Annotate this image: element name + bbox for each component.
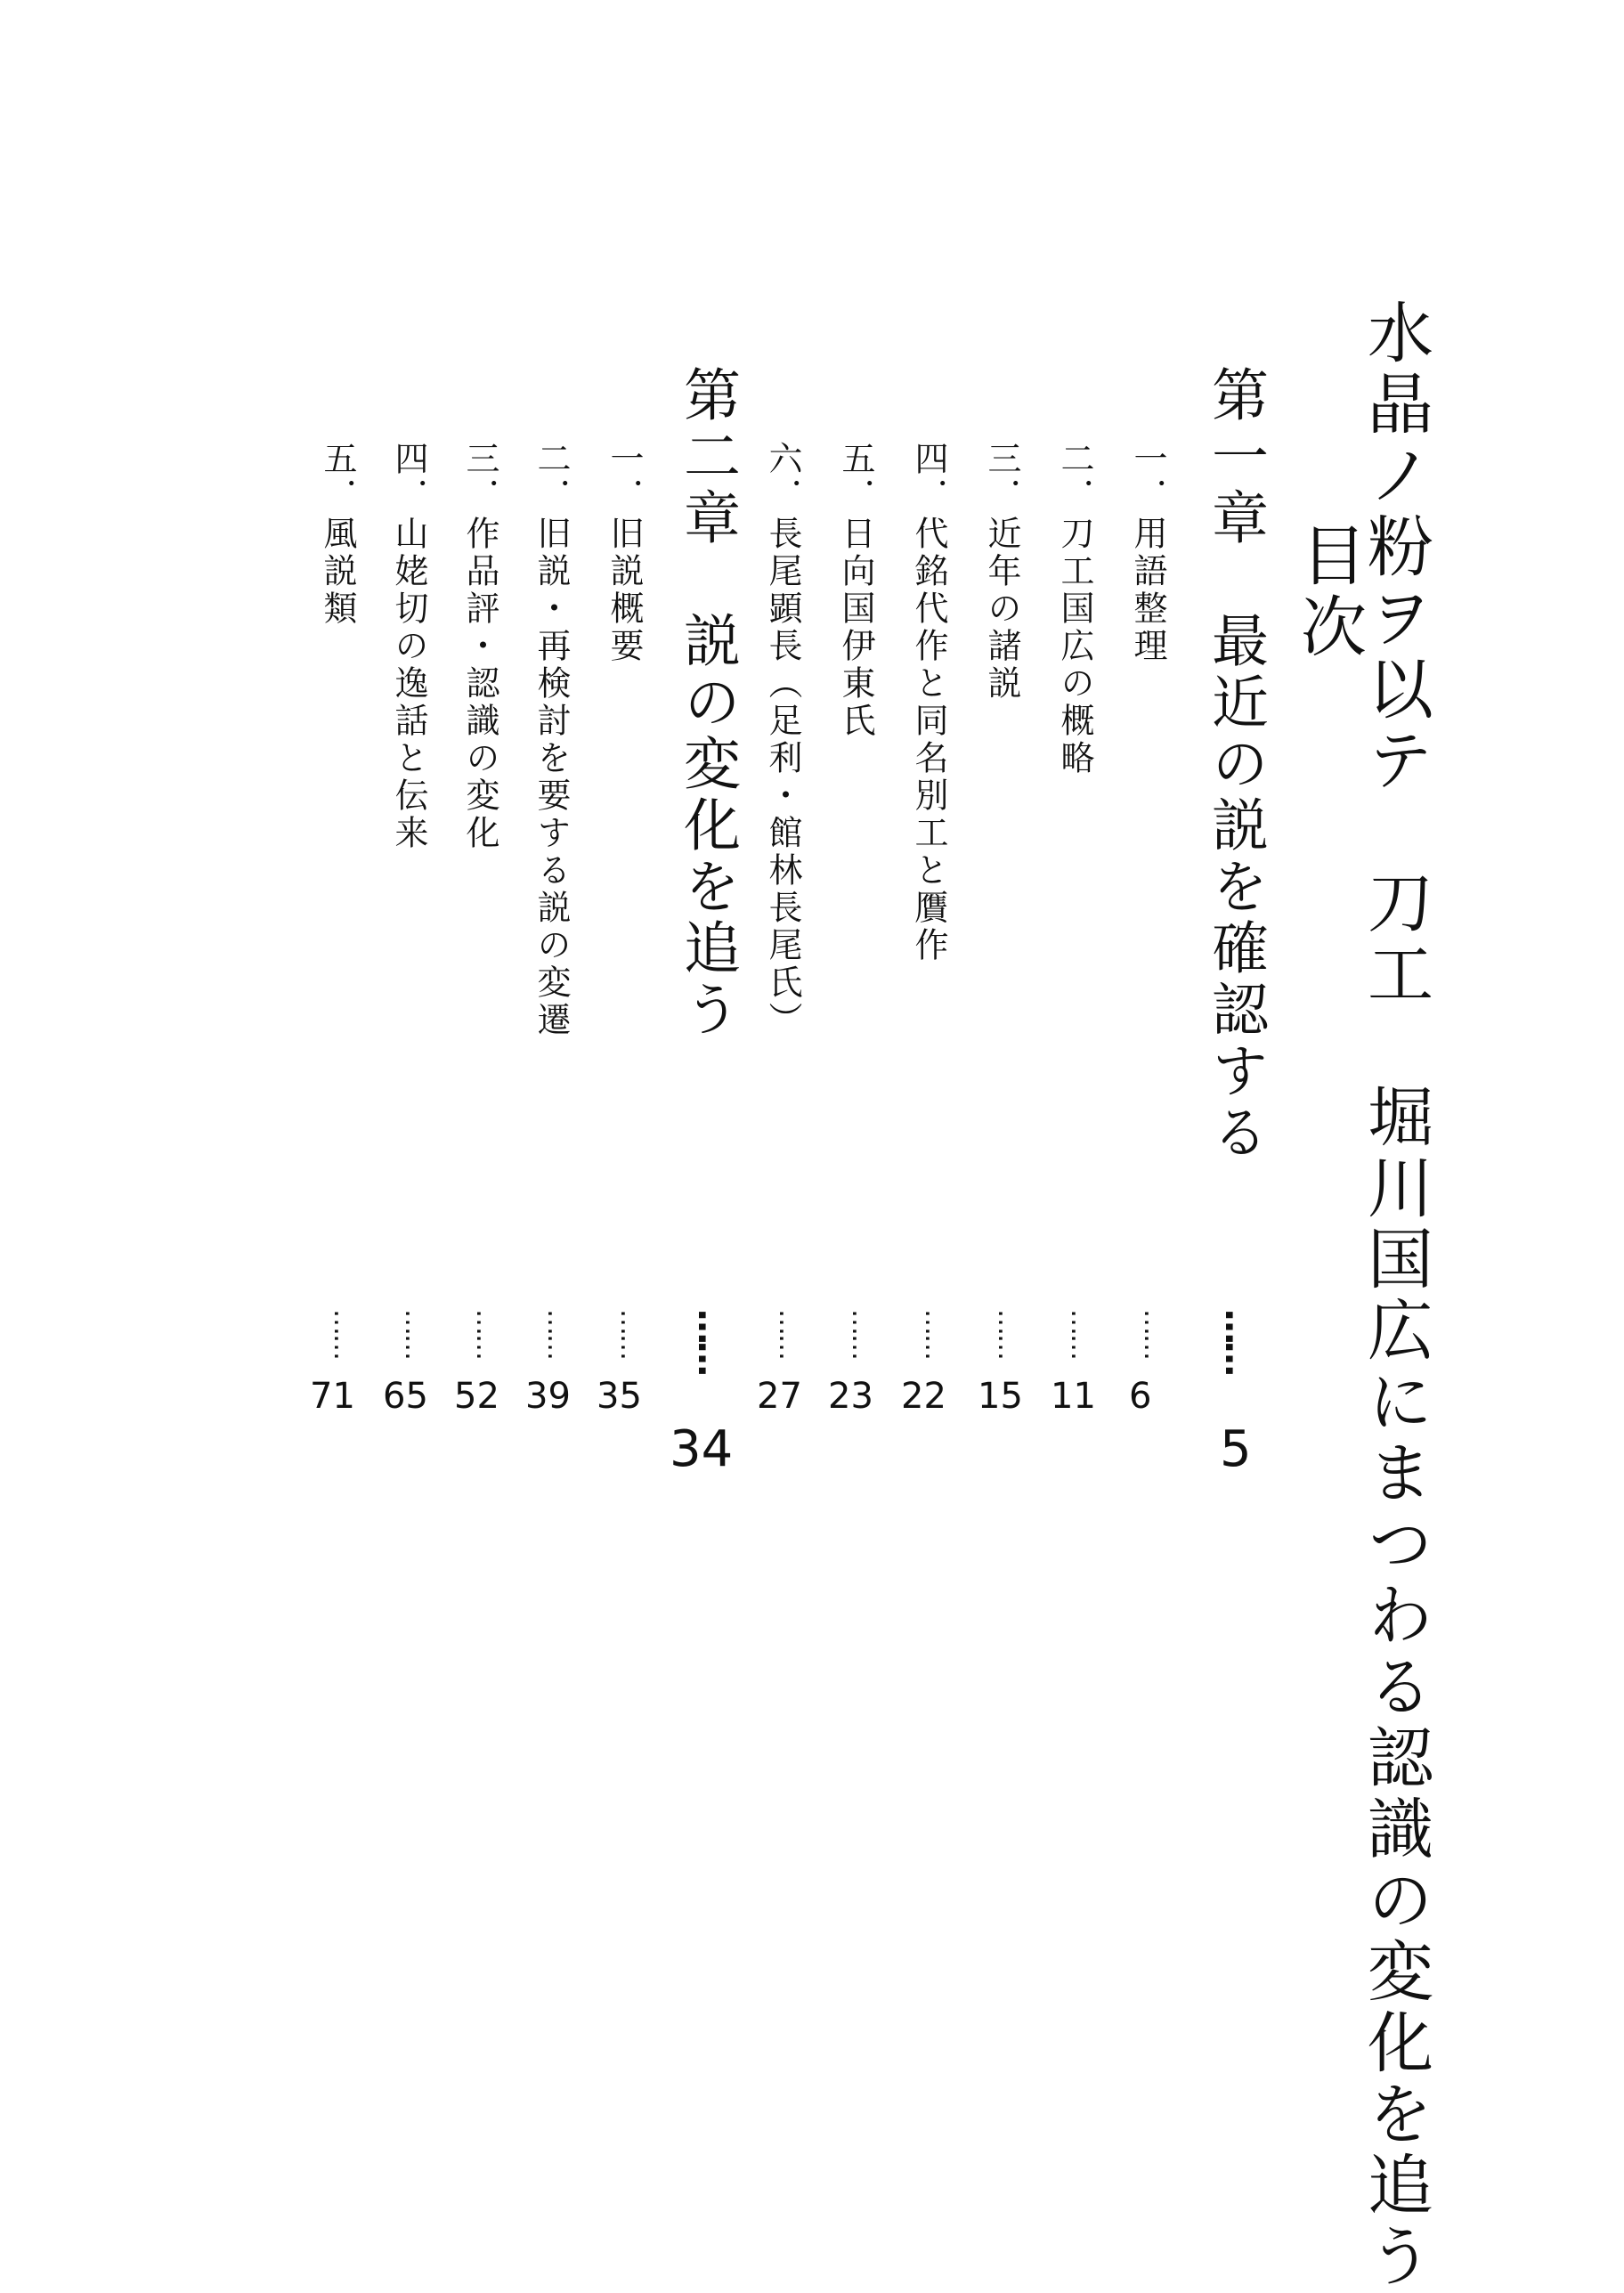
toc-item-1-3[interactable]: 三．近年の諸説 [982,441,1021,703]
toc-item-1-5[interactable]: 五．日向国伊東氏 [836,441,875,740]
toc-page-2-4: 65 [383,1376,428,1417]
toc-page-2-1: 35 [597,1376,642,1417]
toc-leader: …… [399,1309,430,1359]
toc-item-2-2[interactable]: 二．旧説・再検討を要する説の変遷 [532,441,571,1039]
toc-page-2-5: 71 [310,1376,355,1417]
toc-item-2-3[interactable]: 三．作品評・認識の変化 [460,441,499,852]
toc-leader: …… [1138,1309,1169,1359]
toc-item-1-1[interactable]: 一．用語整理 [1128,441,1167,665]
toc-page-2-2: 39 [525,1376,571,1417]
toc-leader: …… [470,1309,501,1359]
toc-page-2-3: 52 [454,1376,499,1417]
toc-page-1-4: 22 [901,1376,946,1417]
toc-item-1-2[interactable]: 二．刀工国広の概略 [1055,441,1094,777]
chapter-1-title[interactable]: 第一章 最近の説を確認する [1202,365,1268,1164]
toc-page-1-6: 27 [757,1376,802,1417]
toc-page-1-1: 6 [1129,1376,1152,1417]
toc-leader: …… [1065,1309,1096,1359]
chapter-1-page: 5 [1220,1420,1252,1478]
toc-item-2-4[interactable]: 四．山姥切の逸話と伝来 [389,441,428,852]
toc-leader: …… [773,1309,804,1359]
toc-leader: …… [541,1309,572,1359]
chapter-2-title[interactable]: 第二章 説の変化を追う [674,365,740,1041]
toc-item-1-4[interactable]: 四．代銘代作と同名別工と贋作 [909,441,948,964]
chapter-1-leader: …… [1217,1309,1258,1373]
chapter-2-page: 34 [670,1420,734,1478]
toc-leader: …… [992,1309,1023,1359]
toc-leader: …… [919,1309,950,1359]
toc-heading: 目次 [1290,521,1367,663]
toc-leader: …… [846,1309,877,1359]
toc-item-2-1[interactable]: 一．旧説概要 [605,441,644,665]
chapter-2-leader: …… [690,1309,731,1373]
toc-leader: …… [328,1309,359,1359]
toc-leader: …… [614,1309,646,1359]
toc-page-1-2: 11 [1051,1376,1096,1417]
toc-item-2-5[interactable]: 五．風説類 [318,441,357,628]
toc-page-1-5: 23 [828,1376,873,1417]
book-title: 水晶ノ粉ヲ以テ 刀工 堀川国広にまつわる認識の変化を追う [1357,298,1433,2293]
toc-item-1-6[interactable]: 六．長尾顕長（足利・館林長尾氏） [763,441,802,1039]
toc-page-1-3: 15 [978,1376,1023,1417]
